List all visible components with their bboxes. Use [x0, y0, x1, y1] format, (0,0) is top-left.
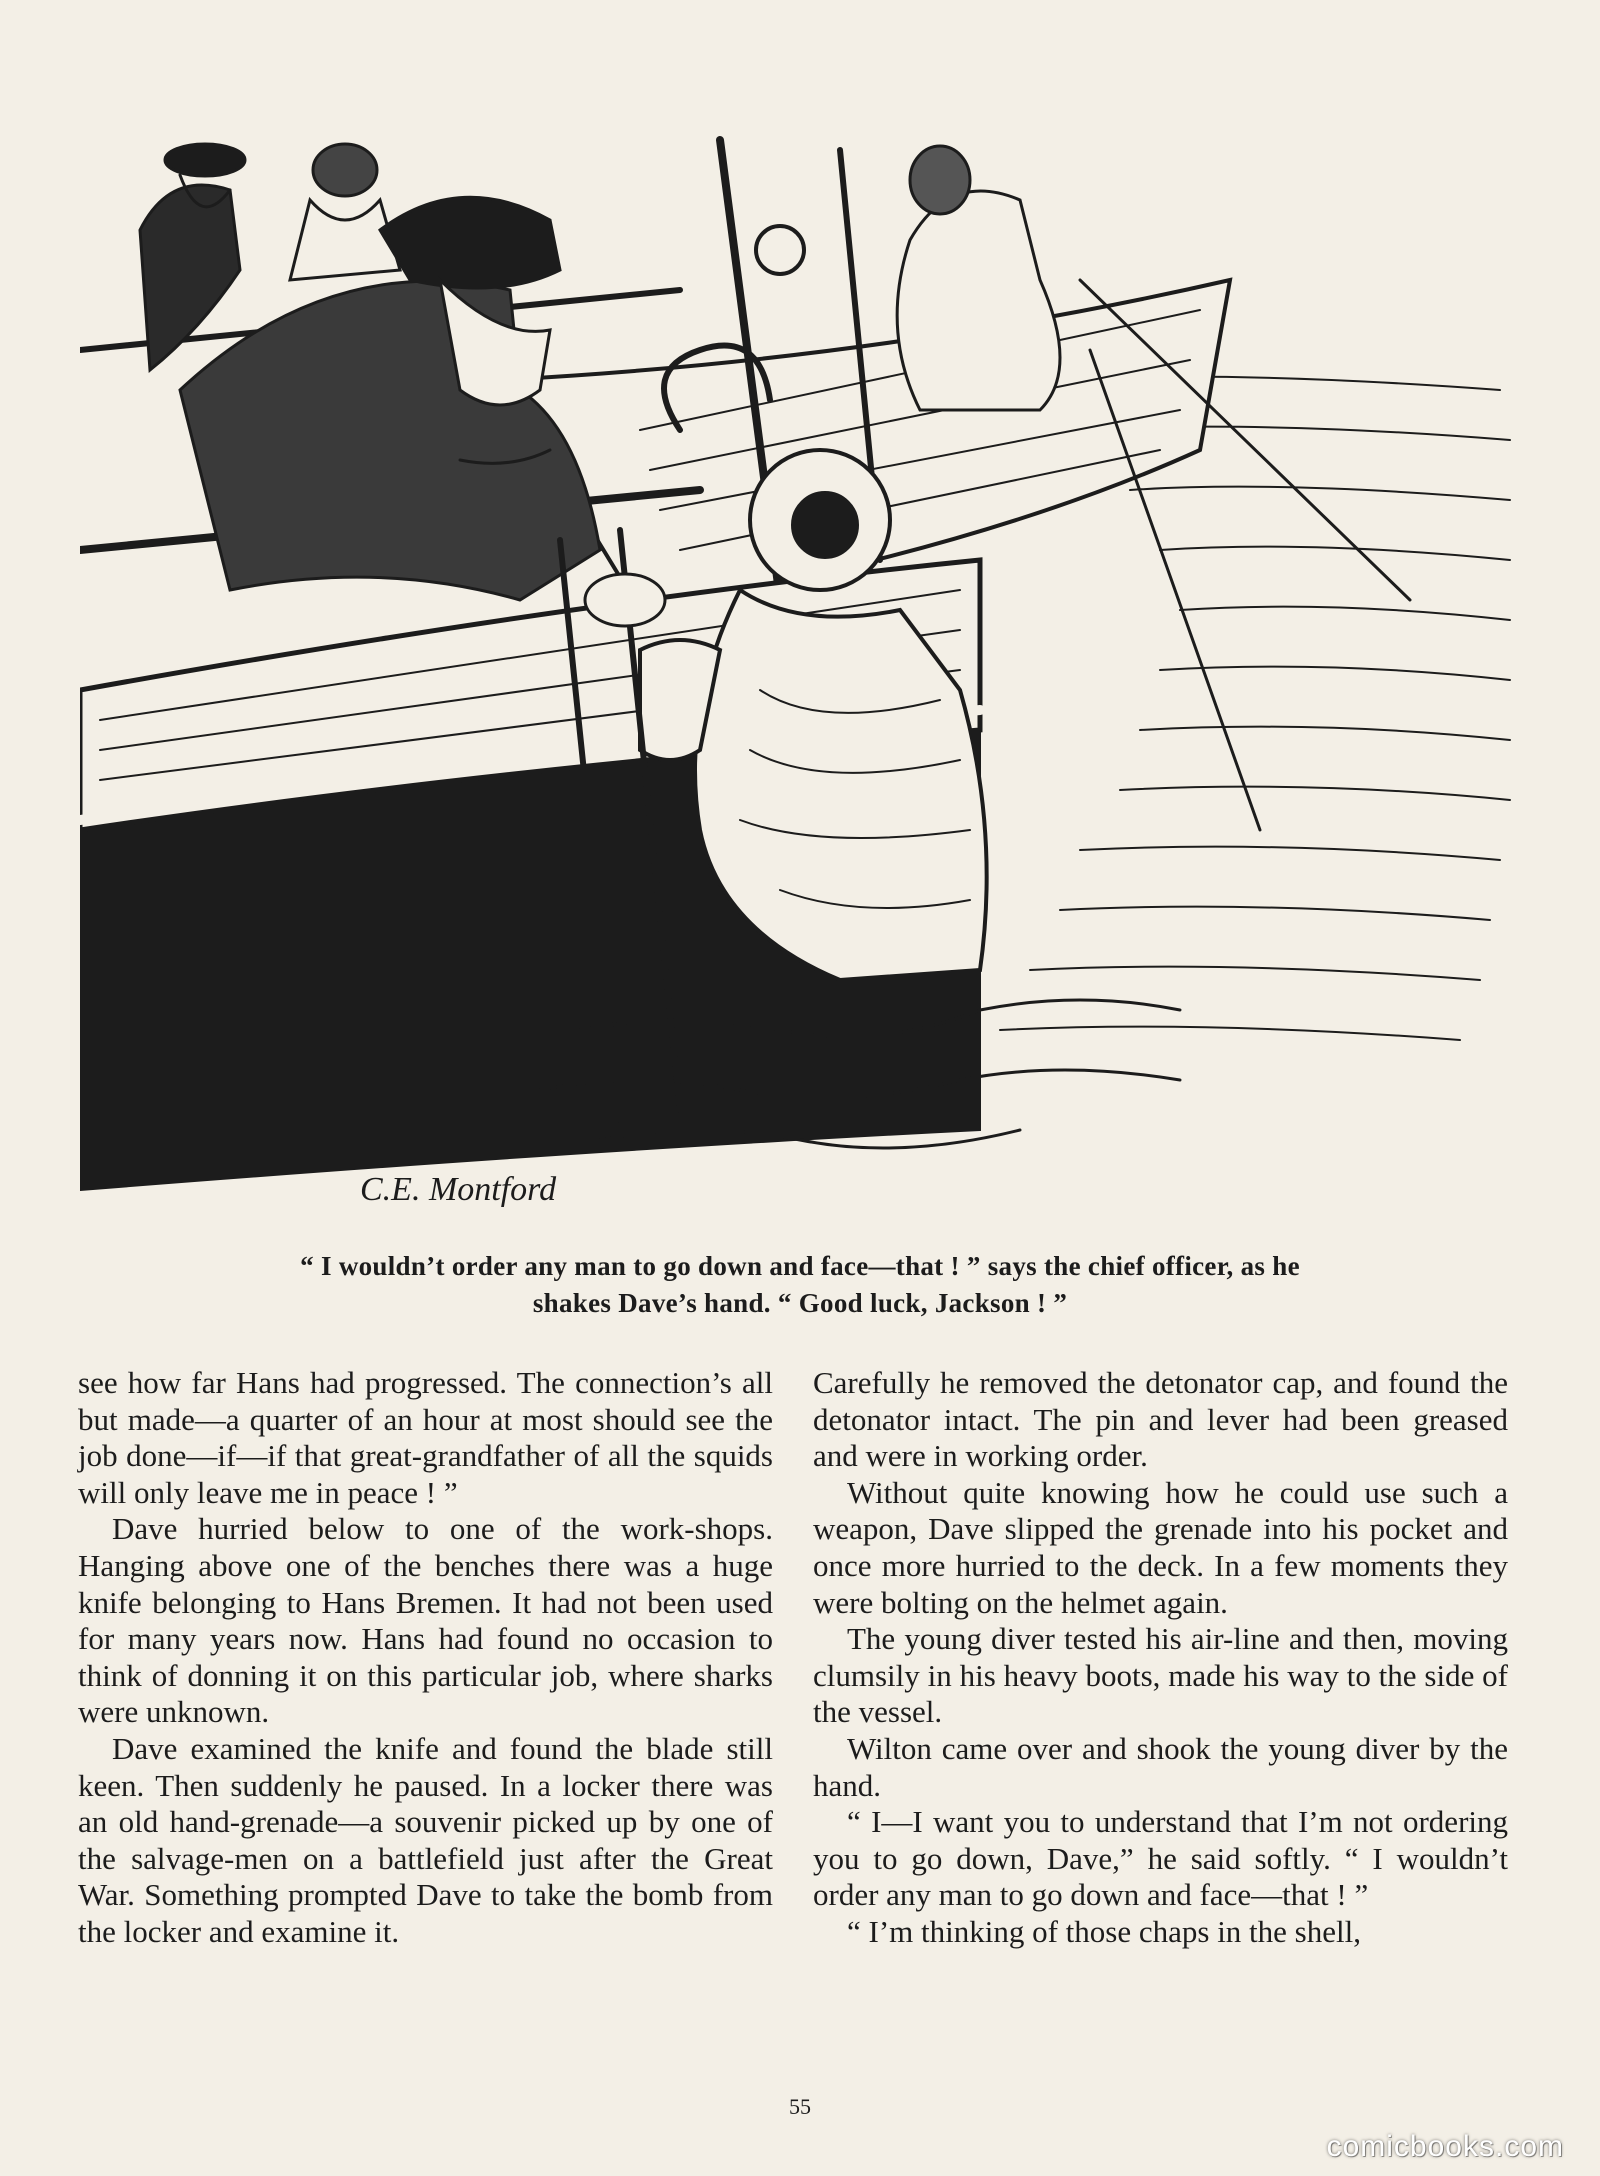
artist-signature: C.E. Montford: [360, 1171, 557, 1208]
left-column: [78, 1365, 773, 1951]
watermark: comicbooks.com: [1326, 2130, 1564, 2163]
story-text: [78, 1365, 1508, 1951]
right-paragraph-4: Wilton came over and shook the young diver by the hand.: [813, 1730, 1508, 1803]
story-illustration: [80, 130, 1520, 1230]
caption-line-2: shakes Dave’s hand. “ Good luck, Jackson ! ”: [532, 1288, 1068, 1318]
right-paragraph-6: “ I’m thinking of those chaps in the shell,: [847, 1913, 1361, 1949]
right-paragraph-5: “ I—I want you to understand that I’m not ordering you to go down, Dave,” he said softly. “ I wouldn’t order any man to go down and face—that ! ”: [813, 1804, 1508, 1913]
right-paragraph-2: Without quite knowing how he could use such a weapon, Dave slipped the grenade into his pocket and once more hurried to the deck. In a few moments they were bolting on the helmet again.: [813, 1474, 1508, 1620]
right-column: [813, 1365, 1508, 1951]
illustration-caption: [90, 1248, 1510, 1322]
left-paragraph-3: Dave examined the knife and found the blade still keen. Then suddenly he paused. In a locker there was an old hand-grenade—a souvenir picked up by one of the salvage-men on a battlefield just after the Great War. Something prompted Dave to take the bomb from the locker and examine it.: [78, 1730, 773, 1949]
page-number: 55: [789, 2094, 811, 2119]
left-paragraph-1: see how far Hans had progressed. The connection’s all but made—a quarter of an hour at most should see the job done—if—if that great-grandfather of all the squids will only leave me in peace ! ”: [78, 1365, 773, 1510]
left-paragraph-2: Dave hurried below to one of the work-shops. Hanging above one of the benches there was a huge knife belonging to Hans Bremen. It had not been used for many years now. Hans had found no occasion to think of donning it on this particular job, where sharks were unknown.: [78, 1511, 773, 1730]
caption-line-1: “ I wouldn’t order any man to go down and face—that ! ” says the chief officer, as he: [300, 1251, 1300, 1281]
right-paragraph-1: Carefully he removed the detonator cap, and found the detonator intact. The pin and lever had been greased and were in working order.: [813, 1365, 1508, 1474]
right-paragraph-3: The young diver tested his air-line and then, moving clumsily in his heavy boots, made his way to the side of the vessel.: [813, 1621, 1508, 1730]
diver-and-officer-handshake-illustration: [80, 130, 1520, 1230]
